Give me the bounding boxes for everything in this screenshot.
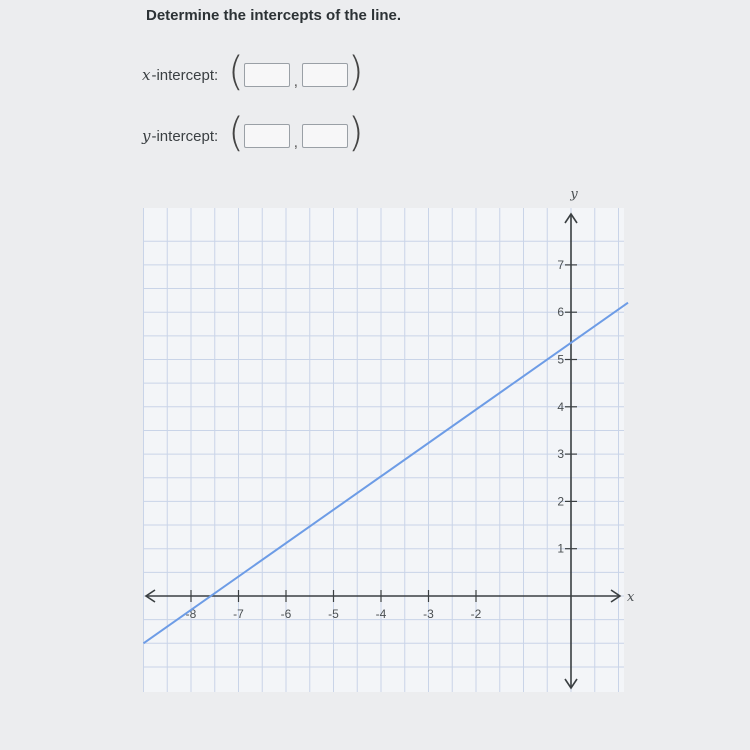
- y-tick-label: 3: [557, 447, 564, 462]
- x-tick-label: -2: [470, 607, 482, 621]
- y-tick-label: 7: [557, 257, 564, 272]
- x-tick-label: -7: [233, 607, 244, 621]
- x-tick-label: -8: [185, 607, 197, 621]
- question-prompt: Determine the intercepts of the line.: [146, 7, 402, 24]
- x-intercept-label: x -intercept:: [142, 66, 219, 84]
- y-tick-label: 2: [557, 494, 564, 509]
- open-paren: (: [228, 49, 244, 95]
- x-axis-label: x: [627, 590, 635, 605]
- y-axis-label: y: [570, 187, 578, 202]
- x-tick-label: -5: [328, 607, 339, 621]
- close-paren: ): [347, 110, 364, 156]
- x-tick-label: -3: [423, 607, 434, 621]
- y-tick-label: 4: [557, 399, 564, 414]
- y-intercept-label: y -intercept:: [142, 127, 219, 145]
- comma: ,: [293, 134, 298, 151]
- comma: ,: [293, 73, 298, 90]
- y-tick-label: 5: [557, 352, 564, 367]
- x-tick-label: -6: [280, 607, 292, 621]
- close-paren: ): [347, 49, 364, 95]
- open-paren: (: [228, 110, 244, 156]
- x-tick-label: -4: [375, 607, 387, 621]
- y-tick-label: 6: [557, 305, 564, 320]
- y-tick-label: 1: [557, 541, 564, 556]
